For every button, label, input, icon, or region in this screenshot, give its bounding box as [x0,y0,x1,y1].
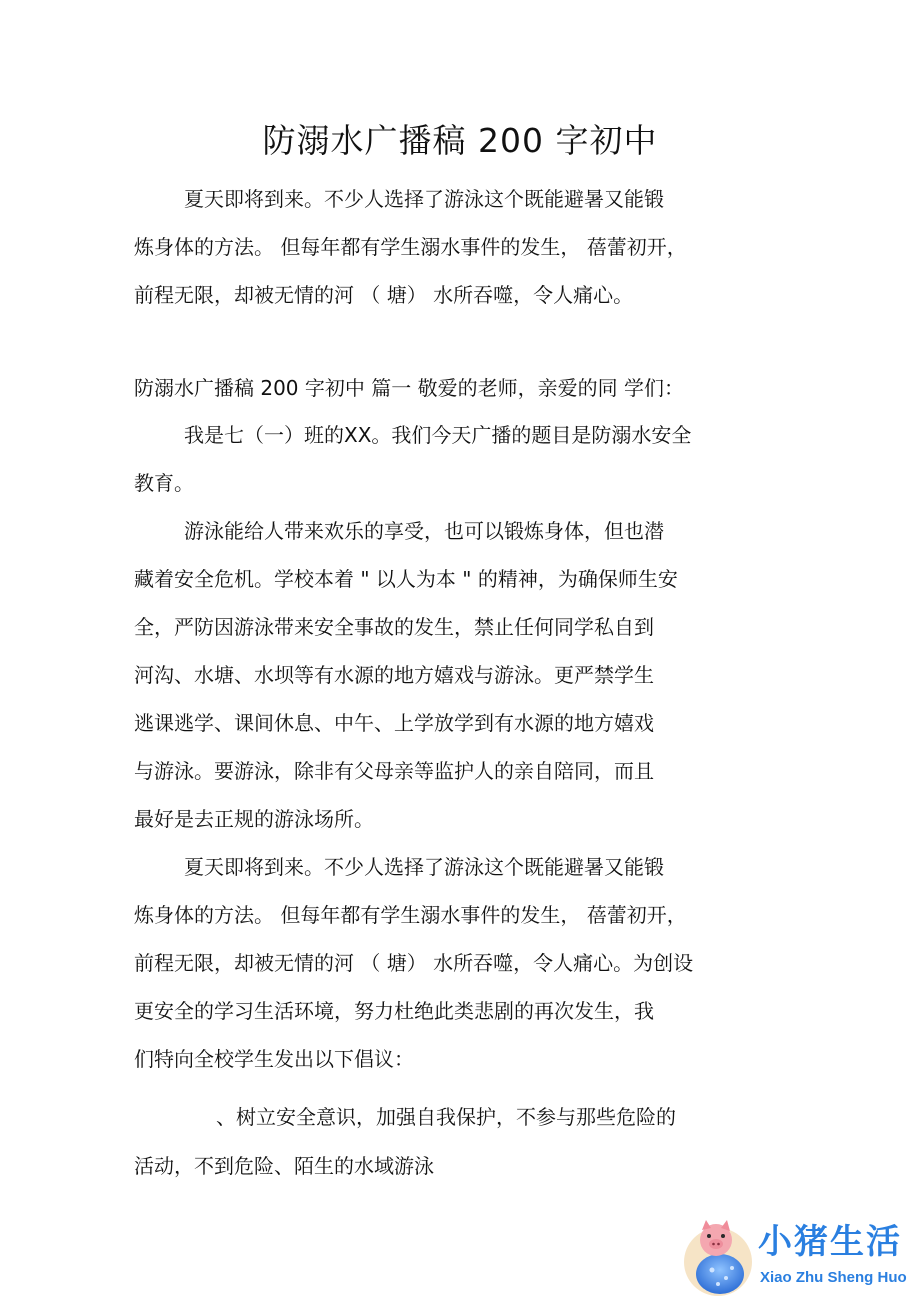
paragraph-line: 、树立安全意识，加强自我保护，不参与那些危险的 [216,1105,676,1129]
paragraph-line: 活动，不到危险、陌生的水域游泳 [134,1154,434,1178]
paragraph-line: 夏天即将到来。不少人选择了游泳这个既能避暑又能锻 [184,187,664,211]
paragraph-line: 与游泳。要游泳，除非有父母亲等监护人的亲自陪同，而且 [134,759,654,783]
paragraph-line: 们特向全校学生发出以下倡议： [134,1047,414,1071]
document-title: 防溺水广播稿 200 字初中 [262,121,658,160]
paragraph-line: 逃课逃学、课间休息、中午、上学放学到有水源的地方嬉戏 [134,711,654,735]
paragraph-line: 我是七（一）班的XX。我们今天广播的题目是防溺水安全 [184,423,692,447]
paragraph-line: 炼身体的方法。 但每年都有学生溺水事件的发生， 蓓蕾初开， [134,903,687,927]
watermark-logo [680,1216,916,1300]
watermark-chinese: 小猪生活 [758,1222,902,1262]
paragraph-line: 炼身体的方法。 但每年都有学生溺水事件的发生， 蓓蕾初开， [134,235,687,259]
paragraph-line: 藏着安全危机。学校本着 " 以人为本 " 的精神，为确保师生安 [134,567,678,591]
paragraph-line: 教育。 [134,471,194,495]
paragraph-line: 游泳能给人带来欢乐的享受，也可以锻炼身体，但也潜 [184,519,664,543]
paragraph-line: 最好是去正规的游泳场所。 [134,807,374,831]
paragraph-line: 更安全的学习生活环境，努力杜绝此类悲剧的再次发生，我 [134,999,654,1023]
piggy-mascot-icon [680,1218,756,1298]
paragraph-line: 前程无限，却被无情的河 （ 塘） 水所吞噬，令人痛心。 [134,283,634,307]
paragraph-line: 河沟、水塘、水坝等有水源的地方嬉戏与游泳。更严禁学生 [134,663,654,687]
paragraph-line: 全，严防因游泳带来安全事故的发生，禁止任何同学私自到 [134,615,654,639]
watermark-english: Xiao Zhu Sheng Huo [760,1269,907,1286]
paragraph-line: 前程无限，却被无情的河 （ 塘） 水所吞噬，令人痛心。为创设 [134,951,694,975]
paragraph-line: 夏天即将到来。不少人选择了游泳这个既能避暑又能锻 [184,855,664,879]
paragraph-line: 防溺水广播稿 200 字初中 篇一 敬爱的老师，亲爱的同 学们： [134,376,684,400]
